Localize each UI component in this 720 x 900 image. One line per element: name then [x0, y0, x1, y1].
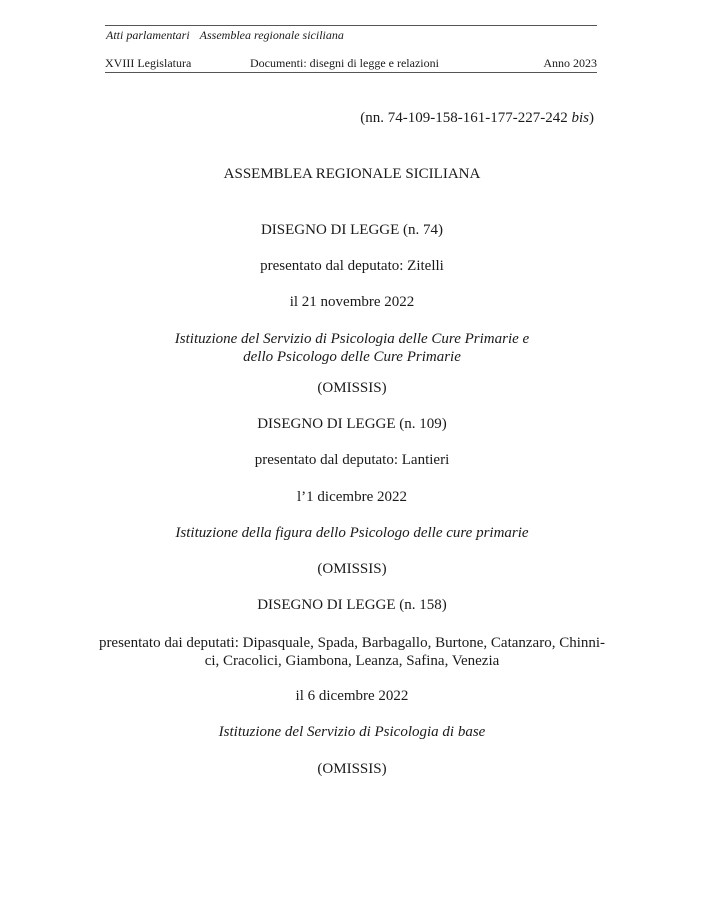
publication-label: Atti parlamentari: [106, 28, 190, 42]
bill-date: il 6 dicembre 2022: [295, 688, 409, 704]
bill-presenters-line: ci, Cracolici, Giambona, Leanza, Safina, Venezia: [204, 653, 500, 669]
header-top-rule: [105, 25, 597, 26]
bill-title-line: Istituzione del Servizio di Psicologia delle Cure Primarie e: [174, 331, 530, 347]
omissis-note: (OMISSIS): [317, 761, 387, 777]
bill-heading: DISEGNO DI LEGGE (n. 158): [257, 597, 447, 613]
section-label: Documenti: disegni di legge e relazioni: [250, 56, 439, 70]
assembly-title: ASSEMBLEA REGIONALE SICILIANA: [223, 166, 481, 182]
omissis-note: (OMISSIS): [317, 561, 387, 577]
bill-title-line: dello Psicologo delle Cure Primarie: [243, 349, 461, 365]
bill-presenters-line: presentato dai deputati: Dipasquale, Spada, Barbagallo, Burtone, Catanzaro, Chinni-: [98, 635, 606, 651]
assembly-label: Assemblea regionale siciliana: [199, 28, 344, 42]
bill-title-line: Istituzione della figura dello Psicologo delle cure primarie: [175, 525, 529, 541]
bill-title-line: Istituzione del Servizio di Psicologia di base: [218, 724, 486, 740]
bill-presenter: presentato dal deputato: Lantieri: [254, 452, 450, 468]
bill-reference-numbers: (nn. 74-109-158-161-177-227-242 bis): [360, 110, 594, 126]
legislature-label: XVIII Legislatura: [105, 56, 192, 70]
bill-date: il 21 novembre 2022: [289, 294, 415, 310]
year-label: Anno 2023: [543, 56, 597, 70]
bill-presenter: presentato dal deputato: Zitelli: [260, 258, 444, 274]
header-bottom-rule: [105, 72, 597, 73]
bill-date: l’1 dicembre 2022: [297, 489, 407, 505]
running-header: [106, 28, 344, 43]
omissis-note: (OMISSIS): [317, 380, 387, 396]
bill-heading: DISEGNO DI LEGGE (n. 74): [260, 222, 444, 238]
bill-heading: DISEGNO DI LEGGE (n. 109): [257, 416, 447, 432]
